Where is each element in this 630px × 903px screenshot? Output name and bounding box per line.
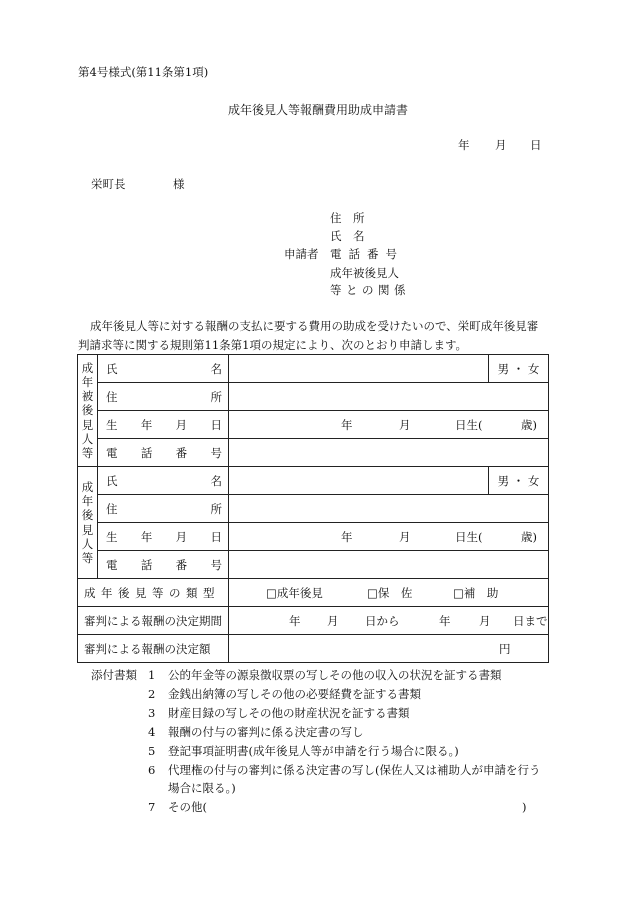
ward-section-char: 被 [81, 389, 94, 404]
guardian-section-char: 後 [81, 508, 94, 523]
period-from-day: 日から [365, 614, 400, 628]
ward-section-label [78, 355, 98, 467]
date-month-label: 月 [495, 138, 507, 152]
attachments-label: 添付書類 [91, 668, 137, 682]
period-to-month: 月 [479, 614, 491, 628]
ward-name-field[interactable] [229, 355, 489, 383]
fee-amount-field[interactable] [229, 635, 549, 663]
guardian-section-label [78, 467, 98, 579]
attachment-6-continuation: 場合に限る。) [168, 781, 236, 795]
guardian-phone-field[interactable] [229, 551, 549, 579]
ward-birth-day: 日生( [455, 418, 483, 432]
applicant-relation-label-2: 等との関係 [330, 283, 410, 297]
attachment-5-text: 登記事項証明書(成年後見人等が申請を行う場合に限る。) [168, 744, 459, 758]
applicant-relation-label-1: 成年被後見人 [330, 266, 399, 280]
ward-section-char: 見 [81, 417, 94, 432]
ward-address-field[interactable] [229, 383, 549, 411]
applicant-heading: 申請者 [284, 247, 319, 261]
guardian-birthdate-label: 生 年 月 日 [98, 523, 229, 551]
fee-amount-label: 審判による報酬の決定額 [78, 635, 229, 663]
attachment-4-text: 報酬の付与の審判に係る決定書の写し [168, 725, 364, 739]
fee-period-label: 審判による報酬の決定期間 [78, 607, 229, 635]
guardian-section-char: 人 [81, 536, 94, 551]
period-to-day: 日まで [513, 614, 548, 628]
guardian-section-char: 成 [81, 480, 94, 495]
date-day-label: 日 [530, 138, 542, 152]
applicant-name-label: 氏 名 [330, 229, 365, 243]
applicant-phone-label: 電話番号 [330, 247, 404, 261]
ward-birth-year: 年 [341, 418, 353, 432]
type-option-assistance[interactable]: □補 助 [453, 586, 499, 600]
guardianship-type-label: 成年後見等の類型 [78, 579, 229, 607]
guardian-age: 歳) [521, 530, 537, 544]
attachment-7-text: その他( [168, 800, 207, 814]
attachment-5-no: 5 [148, 744, 156, 758]
guardian-section-char: 等 [81, 550, 94, 565]
attachment-2-text: 金銭出納簿の写しその他の必要経費を証する書類 [168, 687, 421, 701]
ward-age: 歳) [521, 418, 537, 432]
guardian-address-label: 住 所 [98, 495, 229, 523]
guardian-gender[interactable]: 男 ・ 女 [489, 467, 549, 495]
guardian-birth-year: 年 [341, 530, 353, 544]
type-option-curatorship[interactable]: □保 佐 [367, 586, 413, 600]
attachment-3-no: 3 [148, 706, 156, 720]
attachment-1-text: 公的年金等の源泉徴収票の写しその他の収入の状況を証する書類 [168, 668, 502, 682]
guardian-name-label: 氏 名 [98, 467, 229, 495]
page-title: 成年後見人等報酬費用助成申請書 [228, 103, 409, 117]
date-year-label: 年 [458, 138, 470, 152]
guardian-phone-label: 電 話 番 号 [98, 551, 229, 579]
attachment-1-no: 1 [148, 668, 156, 682]
ward-gender[interactable]: 男 ・ 女 [489, 355, 549, 383]
guardian-section-char: 年 [81, 494, 94, 509]
application-statement: 成年後見人等に対する報酬の支払に要する費用の助成を受けたいので、栄町成年後見審判請求等に関する規則第11条第1項の規定により、次のとおり申請します。 [78, 319, 539, 352]
ward-section-char: 成 [81, 361, 94, 376]
ward-birthdate-field[interactable] [229, 411, 549, 439]
type-option-guardianship[interactable]: □成年後見 [266, 586, 323, 600]
attachment-6-no: 6 [148, 763, 156, 777]
period-to-year: 年 [439, 614, 451, 628]
guardianship-type-options [229, 579, 549, 607]
ward-birth-month: 月 [399, 418, 411, 432]
ward-birthdate-label: 生 年 月 日 [98, 411, 229, 439]
ward-phone-field[interactable] [229, 439, 549, 467]
attachment-2-no: 2 [148, 687, 156, 701]
guardian-address-field[interactable] [229, 495, 549, 523]
attachment-4-no: 4 [148, 725, 156, 739]
ward-phone-label: 電 話 番 号 [98, 439, 229, 467]
attachment-7-close: ) [522, 800, 527, 814]
attachment-7-no: 7 [148, 800, 156, 814]
period-from-month: 月 [327, 614, 339, 628]
ward-name-label: 氏 名 [98, 355, 229, 383]
guardian-birth-day: 日生( [455, 530, 483, 544]
fee-amount-unit: 円 [499, 642, 511, 656]
ward-address-label: 住 所 [98, 383, 229, 411]
ward-section-char: 等 [81, 445, 94, 460]
applicant-address-label: 住 所 [330, 211, 365, 225]
attachment-3-text: 財産目録の写しその他の財産状況を証する書類 [168, 706, 410, 720]
guardian-birth-month: 月 [399, 530, 411, 544]
application-table [77, 354, 549, 663]
ward-section-char: 年 [81, 375, 94, 390]
fee-period-field[interactable] [229, 607, 549, 635]
addressee-honorific: 様 [173, 177, 185, 191]
guardian-section-char: 見 [81, 522, 94, 537]
guardian-birthdate-field[interactable] [229, 523, 549, 551]
period-from-year: 年 [289, 614, 301, 628]
attachment-6-text: 代理権の付与の審判に係る決定書の写し(保佐人又は補助人が申請を行う [168, 763, 541, 777]
form-number: 第4号様式(第11条第1項) [78, 65, 209, 79]
guardian-name-field[interactable] [229, 467, 489, 495]
addressee-name: 栄町長 [91, 177, 126, 191]
ward-section-char: 人 [81, 431, 94, 446]
ward-section-char: 後 [81, 403, 94, 418]
